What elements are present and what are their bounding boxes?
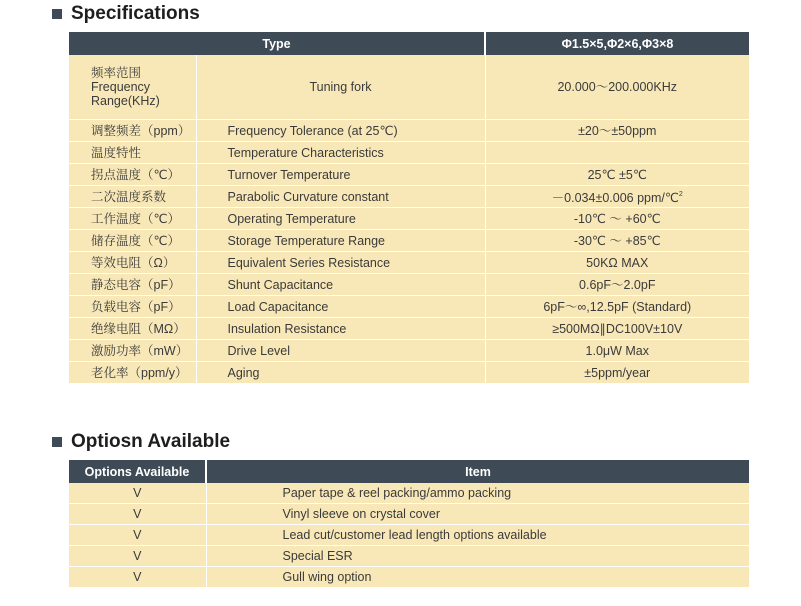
param-zh-cell: 储存温度（℃） bbox=[69, 230, 196, 252]
superscript-two: 2 bbox=[678, 191, 683, 198]
param-value-cell: 6pF～∞,12.5pF (Standard) bbox=[485, 296, 749, 318]
param-zh-line: 频率范围 bbox=[91, 66, 142, 80]
param-zh-cell: 绝缘电阻（MΩ） bbox=[69, 318, 196, 340]
param-value-cell: ±5ppm/year bbox=[485, 362, 749, 384]
table-row bbox=[69, 230, 749, 252]
param-en-cell: Tuning fork bbox=[196, 55, 485, 120]
table-row bbox=[69, 567, 749, 588]
param-en-cell: Aging bbox=[196, 362, 485, 384]
table-row bbox=[69, 546, 749, 567]
param-zh-cell: 老化率（ppm/y） bbox=[69, 362, 196, 384]
param-en-cell: Drive Level bbox=[196, 340, 485, 362]
table-row bbox=[69, 55, 749, 120]
param-value-cell: -30℃ ～ +85℃ bbox=[485, 230, 749, 252]
option-check-mark: V bbox=[69, 504, 206, 525]
param-en-cell: Load Capacitance bbox=[196, 296, 485, 318]
table-row bbox=[69, 318, 749, 340]
param-en-cell: Insulation Resistance bbox=[196, 318, 485, 340]
table-row bbox=[69, 340, 749, 362]
options-heading bbox=[52, 431, 230, 453]
param-zh-line: Range(KHz) bbox=[91, 94, 160, 108]
param-value-cell bbox=[485, 186, 749, 208]
options-available-header: Options Available bbox=[69, 460, 206, 483]
table-row bbox=[69, 525, 749, 546]
param-value-cell: 1.0μW Max bbox=[485, 340, 749, 362]
table-row bbox=[69, 208, 749, 230]
type-header: Type bbox=[69, 32, 485, 55]
table-row bbox=[69, 483, 749, 504]
option-item-text: Special ESR bbox=[206, 546, 749, 567]
param-zh-cell: 工作温度（℃） bbox=[69, 208, 196, 230]
square-bullet-icon bbox=[52, 437, 62, 447]
param-value-cell: -10℃ ～ +60℃ bbox=[485, 208, 749, 230]
param-zh-cell: 二次温度系数 bbox=[69, 186, 196, 208]
square-bullet-icon bbox=[52, 9, 62, 19]
option-check-mark: V bbox=[69, 567, 206, 588]
param-en-cell: Temperature Characteristics bbox=[196, 142, 485, 164]
param-value-cell: 20.000～200.000KHz bbox=[485, 55, 749, 120]
table-row bbox=[69, 504, 749, 525]
param-zh-cell: 拐点温度（℃） bbox=[69, 164, 196, 186]
option-check-mark: V bbox=[69, 546, 206, 567]
param-zh-cell: 静态电容（pF） bbox=[69, 274, 196, 296]
table-row bbox=[69, 142, 749, 164]
param-zh-cell: 调整频差（ppm） bbox=[69, 120, 196, 142]
param-zh-cell bbox=[69, 55, 196, 120]
option-item-text: Lead cut/customer lead length options available bbox=[206, 525, 749, 546]
options-table bbox=[69, 460, 749, 588]
specifications-header-row bbox=[69, 32, 749, 55]
option-check-mark: V bbox=[69, 483, 206, 504]
table-row bbox=[69, 252, 749, 274]
param-en-cell: Operating Temperature bbox=[196, 208, 485, 230]
model-header: Φ1.5×5,Φ2×6,Φ3×8 bbox=[485, 32, 749, 55]
param-en-cell: Storage Temperature Range bbox=[196, 230, 485, 252]
specifications-heading bbox=[52, 3, 200, 25]
table-row bbox=[69, 362, 749, 384]
param-zh-cell: 温度特性 bbox=[69, 142, 196, 164]
specifications-table bbox=[69, 32, 749, 384]
param-zh-cell: 激励功率（mW） bbox=[69, 340, 196, 362]
param-value-cell: ±20～±50ppm bbox=[485, 120, 749, 142]
table-row bbox=[69, 186, 749, 208]
param-en-cell: Frequency Tolerance (at 25℃) bbox=[196, 120, 485, 142]
param-value-cell: 25℃ ±5℃ bbox=[485, 164, 749, 186]
option-item-text: Paper tape & reel packing/ammo packing bbox=[206, 483, 749, 504]
param-en-cell: Turnover Temperature bbox=[196, 164, 485, 186]
param-value-cell: 0.6pF～2.0pF bbox=[485, 274, 749, 296]
specifications-title: Specifications bbox=[71, 3, 200, 24]
param-zh-line: Frequency bbox=[91, 80, 151, 94]
param-value-cell: ≥500MΩ∥DC100V±10V bbox=[485, 318, 749, 340]
param-value-cell bbox=[485, 142, 749, 164]
item-header: Item bbox=[206, 460, 749, 483]
table-row bbox=[69, 120, 749, 142]
param-zh-cell: 等效电阻（Ω） bbox=[69, 252, 196, 274]
options-title: Optiosn Available bbox=[71, 431, 231, 452]
param-en-cell: Shunt Capacitance bbox=[196, 274, 485, 296]
param-en-cell: Equivalent Series Resistance bbox=[196, 252, 485, 274]
param-en-cell: Parabolic Curvature constant bbox=[196, 186, 485, 208]
param-value-cell: 50KΩ MAX bbox=[485, 252, 749, 274]
param-value-text: －0.034±0.006 ppm/℃ bbox=[551, 191, 679, 205]
options-header-row bbox=[69, 460, 749, 483]
option-item-text: Vinyl sleeve on crystal cover bbox=[206, 504, 749, 525]
table-row bbox=[69, 274, 749, 296]
table-row bbox=[69, 296, 749, 318]
option-check-mark: V bbox=[69, 525, 206, 546]
table-row bbox=[69, 164, 749, 186]
param-zh-cell: 负载电容（pF） bbox=[69, 296, 196, 318]
option-item-text: Gull wing option bbox=[206, 567, 749, 588]
